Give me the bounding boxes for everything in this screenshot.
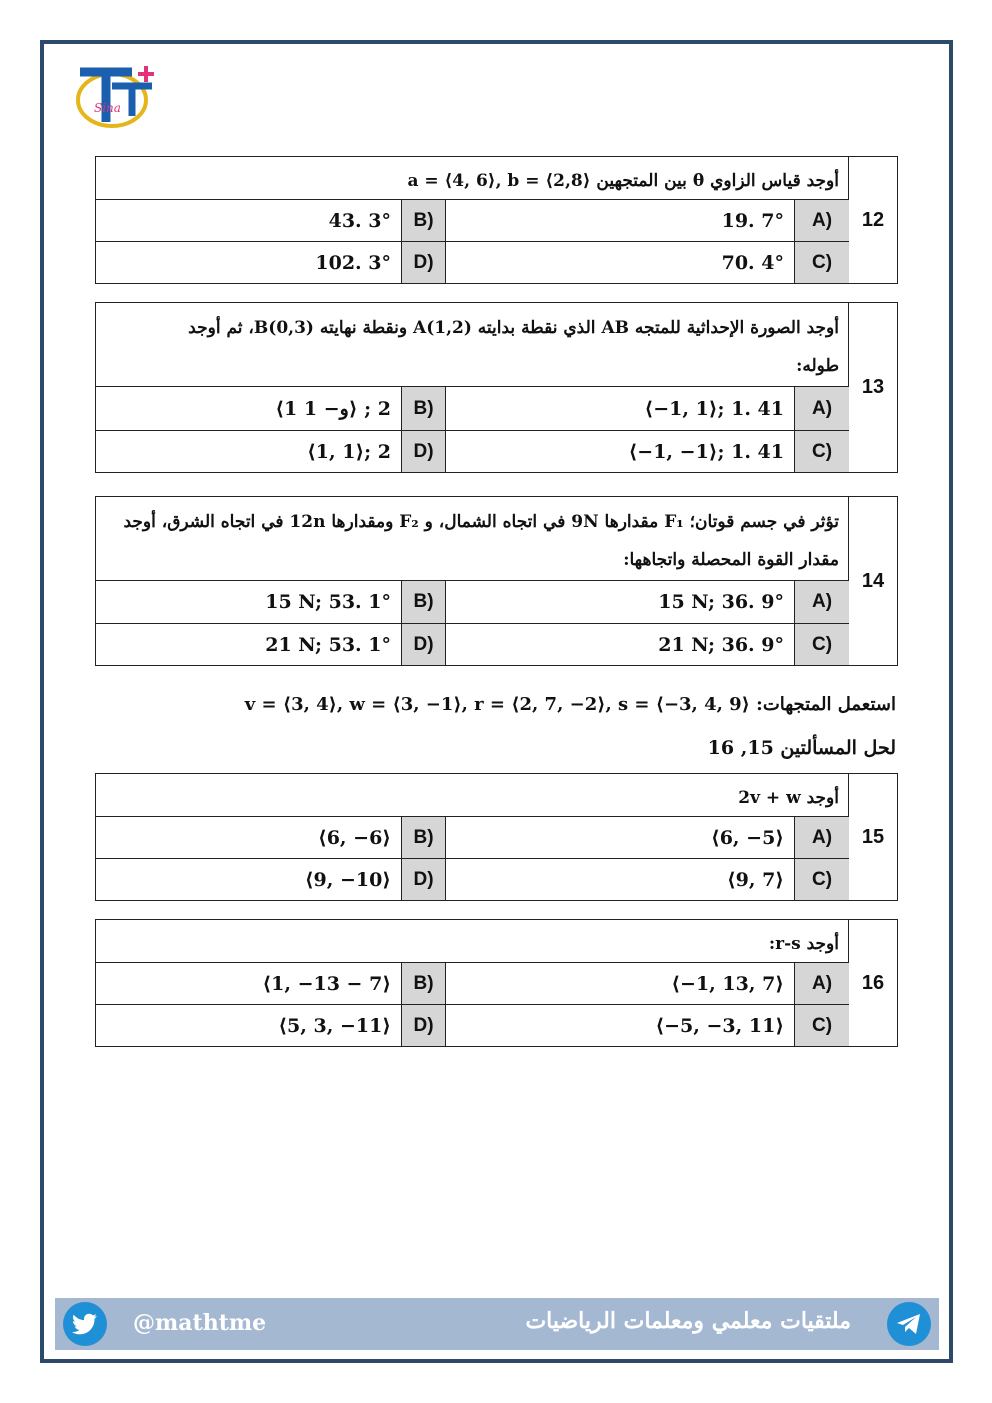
footer-bar [55,1298,939,1350]
question-line: تؤثر في جسم قوتان؛ F₁ مقدارها 9N في اتجاه الشمال، و F₂ ومقدارها 12n في اتجاه الشرق، أوجد [123,512,839,532]
answer-d[interactable]: ⟨9, −10⟩ [304,868,391,891]
footer-handle[interactable]: @mathtme [133,1310,267,1336]
answer-b[interactable]: ⟨1 و− 1⟩ ; 2 [275,397,391,420]
answer-a[interactable]: ⟨6, −5⟩ [711,826,784,849]
question-line: طوله: [796,356,839,376]
label-d: D) [401,242,446,283]
question-number: 16 [848,920,897,1046]
answer-b[interactable]: 43. 3° [328,209,391,232]
question-line: مقدار القوة المحصلة واتجاهها: [623,550,839,570]
question-16 [95,919,898,1047]
answer-row [96,624,849,665]
twitter-icon[interactable] [63,1302,107,1346]
answer-row [96,963,849,1005]
question-12 [95,156,898,284]
answer-d[interactable]: 21 N; 53. 1° [265,633,391,656]
label-a: A) [794,817,849,858]
answer-a[interactable]: ⟨−1, 13, 7⟩ [671,972,784,995]
question-number: 12 [848,157,897,283]
answer-b[interactable]: ⟨6, −6⟩ [318,826,391,849]
answer-a[interactable]: 19. 7° [721,209,784,232]
question-text [96,920,849,963]
label-d: D) [401,431,446,472]
label-b: B) [401,387,446,430]
answer-row [96,200,849,242]
question-line: أوجد 2v + w [738,788,839,808]
vectors-intro: استعمل المتجهات: v = ⟨3, 4⟩, w = ⟨3, −1⟩, r = ⟨2, 7, −2⟩, s = ⟨−3, 4, 9⟩ [244,694,896,715]
answer-c[interactable]: 70. 4° [721,251,784,274]
question-line: أوجد r-s: [768,934,839,954]
answer-row [96,242,849,283]
answer-a[interactable]: ⟨−1, 1⟩; 1. 41 [644,397,784,420]
answer-row [96,1005,849,1046]
label-b: B) [401,963,446,1004]
label-a: A) [794,581,849,623]
question-text [96,157,849,200]
answer-c[interactable]: ⟨−1, −1⟩; 1. 41 [628,440,784,463]
answer-c[interactable]: ⟨−5, −3, 11⟩ [655,1014,784,1037]
label-a: A) [794,387,849,430]
question-number: 15 [848,774,897,900]
question-number: 13 [848,303,897,472]
label-c: C) [794,1005,849,1046]
answer-row [96,581,849,624]
label-c: C) [794,859,849,900]
label-d: D) [401,624,446,665]
answer-row [96,859,849,900]
label-d: D) [401,1005,446,1046]
label-c: C) [794,624,849,665]
question-text [96,303,849,387]
label-d: D) [401,859,446,900]
answer-c[interactable]: 21 N; 36. 9° [658,633,784,656]
answer-row [96,817,849,859]
question-text [96,774,849,817]
logo [72,56,164,136]
question-text [96,497,849,581]
footer-title: ملتقيات معلمي ومعلمات الرياضيات [525,1308,851,1334]
answer-d[interactable]: ⟨5, 3, −11⟩ [278,1014,391,1037]
label-b: B) [401,817,446,858]
question-line: أوجد الصورة الإحداثية للمتجه AB الذي نقطة بدايته A(1,2) ونقطة نهايته B(0,3)، ثم أوجد [188,318,839,338]
question-15 [95,773,898,901]
answer-d[interactable]: ⟨1, 1⟩; 2 [307,440,391,463]
label-b: B) [401,581,446,623]
question-14 [95,496,898,666]
svg-text:Sina: Sina [94,101,121,115]
answer-b[interactable]: ⟨1, −13 − 7⟩ [262,972,391,995]
label-c: C) [794,242,849,283]
answer-b[interactable]: 15 N; 53. 1° [265,591,391,613]
problems-intro: لحل المسألتين 15, 16 [707,737,896,759]
question-line: أوجد قياس الزاوي θ بين المتجهين ⟨2,8⟩ = a = ⟨4, 6⟩, b [407,171,839,191]
answer-a[interactable]: 15 N; 36. 9° [658,591,784,613]
answer-row [96,387,849,431]
answer-c[interactable]: ⟨9, 7⟩ [726,868,784,891]
answer-row [96,431,849,472]
question-number: 14 [848,497,897,665]
question-13 [95,302,898,473]
label-a: A) [794,963,849,1004]
label-c: C) [794,431,849,472]
answer-d[interactable]: 102. 3° [315,251,391,274]
label-a: A) [794,200,849,241]
label-b: B) [401,200,446,241]
telegram-icon[interactable] [887,1302,931,1346]
